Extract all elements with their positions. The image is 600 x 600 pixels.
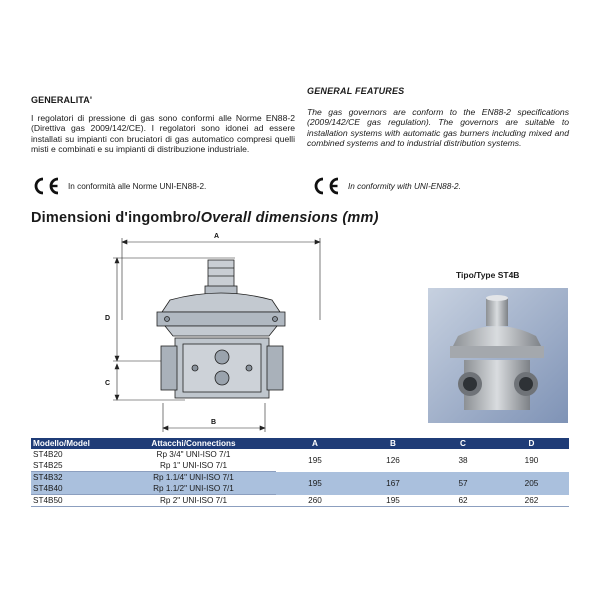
cell-connections: Rp 1.1/4" UNI-ISO 7/1	[111, 472, 276, 484]
label-a: A	[214, 233, 220, 240]
heading-generalita: GENERALITA'	[31, 95, 93, 105]
cell-c: 57	[432, 472, 494, 495]
dimensions-title-it: Dimensioni d'ingombro/	[31, 210, 201, 226]
cell-d: 190	[524, 455, 539, 465]
ce-mark-icon	[311, 176, 341, 196]
label-b: B	[211, 419, 217, 426]
cell-d: 262	[494, 495, 569, 507]
cell-a: 260	[276, 495, 354, 507]
technical-drawing	[95, 228, 350, 438]
cell-b: 167	[354, 472, 432, 495]
header-d: D	[494, 438, 569, 449]
cell-a: 195	[308, 455, 322, 465]
cell-model: ST4B25	[31, 460, 111, 472]
dimensions-title-en: Overall dimensions (mm)	[200, 210, 379, 226]
header-b: B	[354, 438, 432, 449]
cell-c: 38	[458, 455, 468, 465]
spec-table-wrapper	[31, 438, 569, 507]
header-a: A	[276, 438, 354, 449]
table-header-row	[31, 438, 569, 449]
ce-conformity-it	[31, 176, 206, 196]
cell-connections: Rp 1.1/2" UNI-ISO 7/1	[111, 483, 276, 495]
cell-connections: Rp 2" UNI-ISO 7/1	[111, 495, 276, 507]
cell-a: 195	[276, 472, 354, 495]
cell-b: 126	[386, 455, 400, 465]
cell-c: 62	[432, 495, 494, 507]
table-row	[31, 495, 569, 507]
header-connections: Attacchi/Connections	[111, 438, 276, 449]
paragraph-general-features: The gas governors are conform to the EN88-2 specifications (2009/142/CE gas regulation). The governors are suitable to installation systems with automatic gas burners including mixed and combined systems and to industrial distribution systems.	[307, 107, 569, 148]
cell-b: 195	[354, 495, 432, 507]
cell-model: ST4B20	[33, 450, 63, 459]
table-row	[31, 472, 569, 484]
paragraph-generalita: I regolatori di pressione di gas sono conformi alle Norme EN88-2 (Direttiva gas 2009/142/CE). I regolatori sono idonei ad essere installati su impianti con bruciatori di gas automatico compresi quelli misti e combinati e su impianti di distribuzione industriale.	[31, 113, 295, 154]
cell-model: ST4B50	[31, 495, 111, 507]
cell-d: 205	[494, 472, 569, 495]
ce-conformity-en	[311, 176, 461, 196]
ce-text-en: In conformity with UNI-EN88-2.	[348, 181, 461, 191]
heading-general-features: GENERAL FEATURES	[307, 86, 405, 96]
spec-table	[31, 438, 569, 507]
product-photo	[428, 288, 568, 423]
cell-connections: Rp 1" UNI-ISO 7/1	[111, 460, 276, 472]
cell-model: ST4B40	[31, 483, 111, 495]
header-c: C	[432, 438, 494, 449]
cell-connections: Rp 3/4" UNI-ISO 7/1	[156, 450, 231, 459]
cell-model: ST4B32	[31, 472, 111, 484]
photo-caption: Tipo/Type ST4B	[456, 270, 520, 280]
header-model: Modello/Model	[31, 438, 111, 449]
dimensions-title	[31, 210, 379, 226]
label-d: D	[105, 315, 111, 322]
label-c: C	[105, 380, 111, 387]
ce-text-it: In conformità alle Norme UNI-EN88-2.	[68, 181, 207, 191]
table-row	[31, 449, 569, 460]
ce-mark-icon	[31, 176, 61, 196]
